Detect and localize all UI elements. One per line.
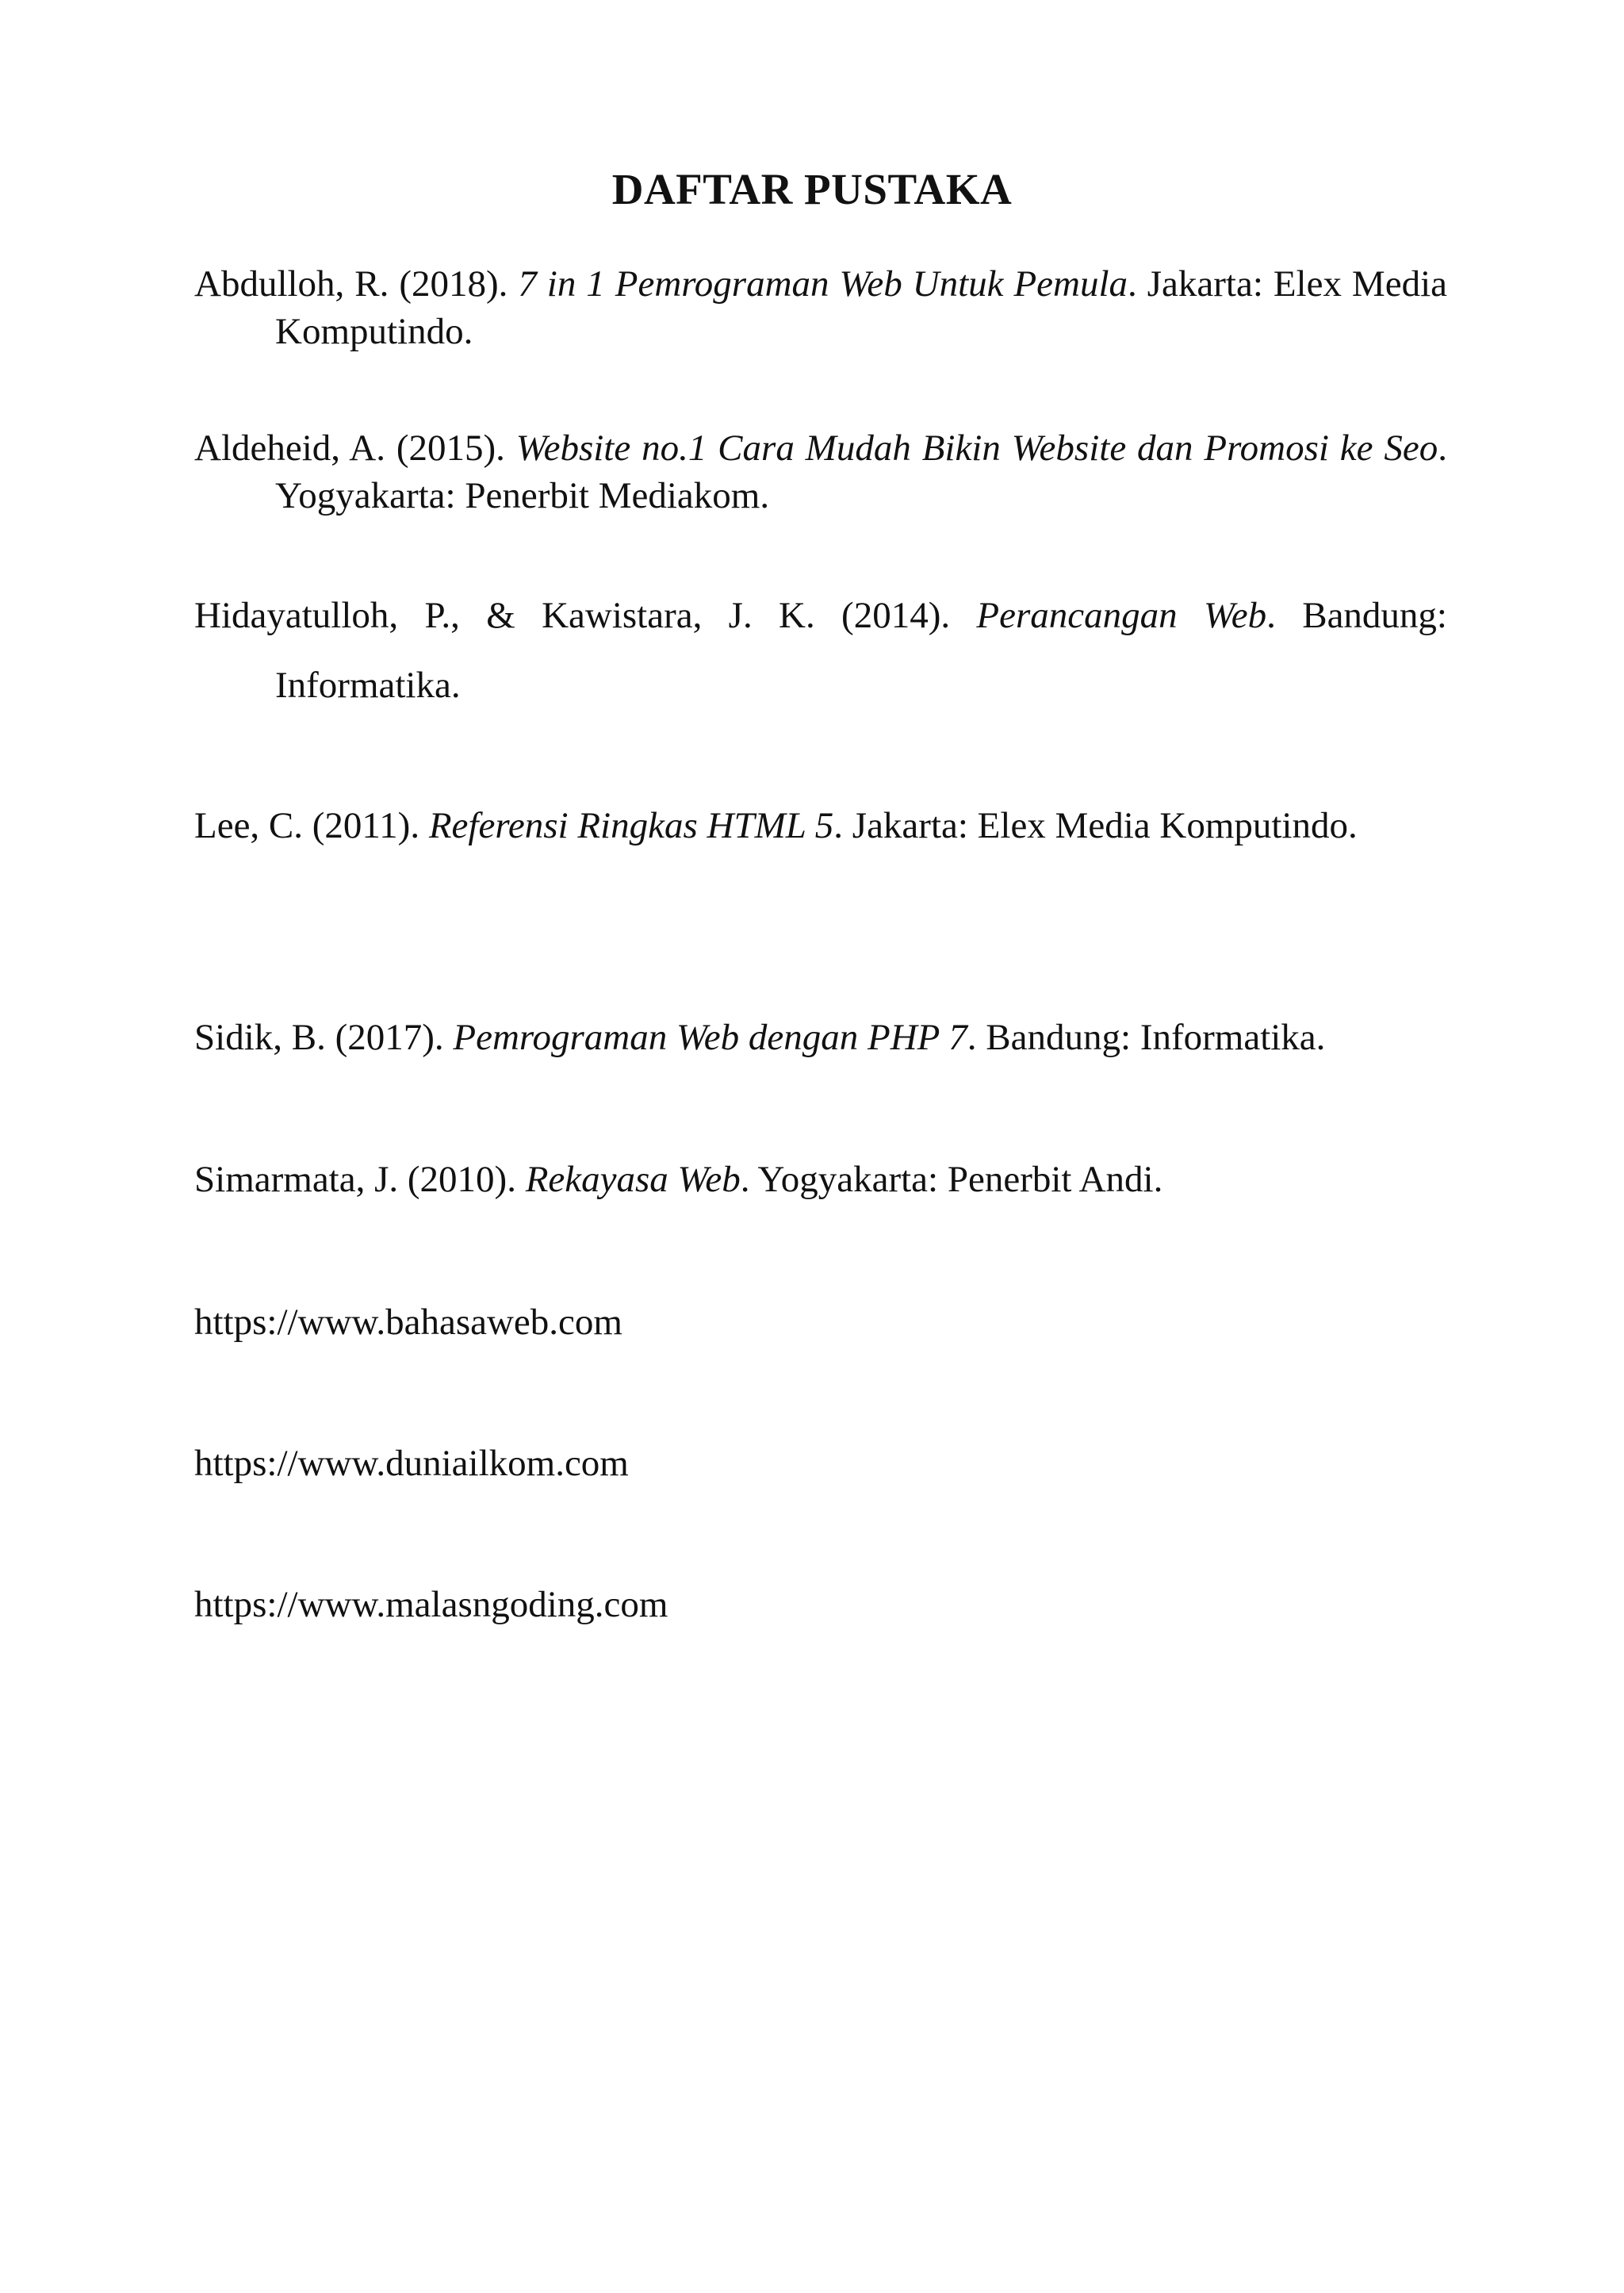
page-title: DAFTAR PUSTAKA bbox=[611, 165, 1013, 213]
reference-author-year: Aldeheid, A. (2015). bbox=[194, 428, 516, 469]
reference-publisher: . Jakarta: Elex Media Komputindo. bbox=[275, 263, 1447, 352]
reference-entry bbox=[194, 424, 1447, 520]
reference-author-year: Abdulloh, R. (2018). bbox=[194, 263, 519, 305]
website-reference: https://www.malasngoding.com bbox=[194, 1584, 668, 1625]
reference-book-title: Perancangan Web bbox=[976, 595, 1267, 636]
reference-publisher: . Bandung: Informatika. bbox=[275, 595, 1447, 706]
reference-author-year: Simarmata, J. (2010). bbox=[194, 1159, 526, 1200]
reference-entry bbox=[194, 581, 1447, 720]
reference-entry bbox=[194, 260, 1447, 355]
reference-publisher: . Jakarta: Elex Media Komputindo. bbox=[833, 805, 1358, 846]
reference-author-year: Sidik, B. (2017). bbox=[194, 1017, 454, 1058]
reference-publisher: . Yogyakarta: Penerbit Mediakom. bbox=[275, 428, 1447, 516]
reference-publisher: . Yogyakarta: Penerbit Andi. bbox=[740, 1159, 1163, 1200]
reference-entry bbox=[194, 1014, 1447, 1061]
reference-entry bbox=[194, 1156, 1447, 1203]
reference-book-title: Pemrograman Web dengan PHP 7 bbox=[453, 1017, 967, 1058]
reference-entry bbox=[194, 791, 1447, 861]
website-reference: https://www.bahasaweb.com bbox=[194, 1302, 622, 1343]
reference-book-title: Referensi Ringkas HTML 5 bbox=[428, 805, 834, 846]
reference-author-year: Hidayatulloh, P., & Kawistara, J. K. (2014). bbox=[194, 595, 977, 636]
reference-book-title: 7 in 1 Pemrograman Web Untuk Pemula bbox=[518, 263, 1128, 305]
reference-book-title: Website no.1 Cara Mudah Bikin Website dan Promosi ke Seo bbox=[515, 428, 1438, 469]
reference-book-title: Rekayasa Web bbox=[525, 1159, 741, 1200]
website-reference: https://www.duniailkom.com bbox=[194, 1443, 629, 1484]
reference-publisher: . Bandung: Informatika. bbox=[967, 1017, 1326, 1058]
reference-author-year: Lee, C. (2011). bbox=[194, 805, 429, 846]
